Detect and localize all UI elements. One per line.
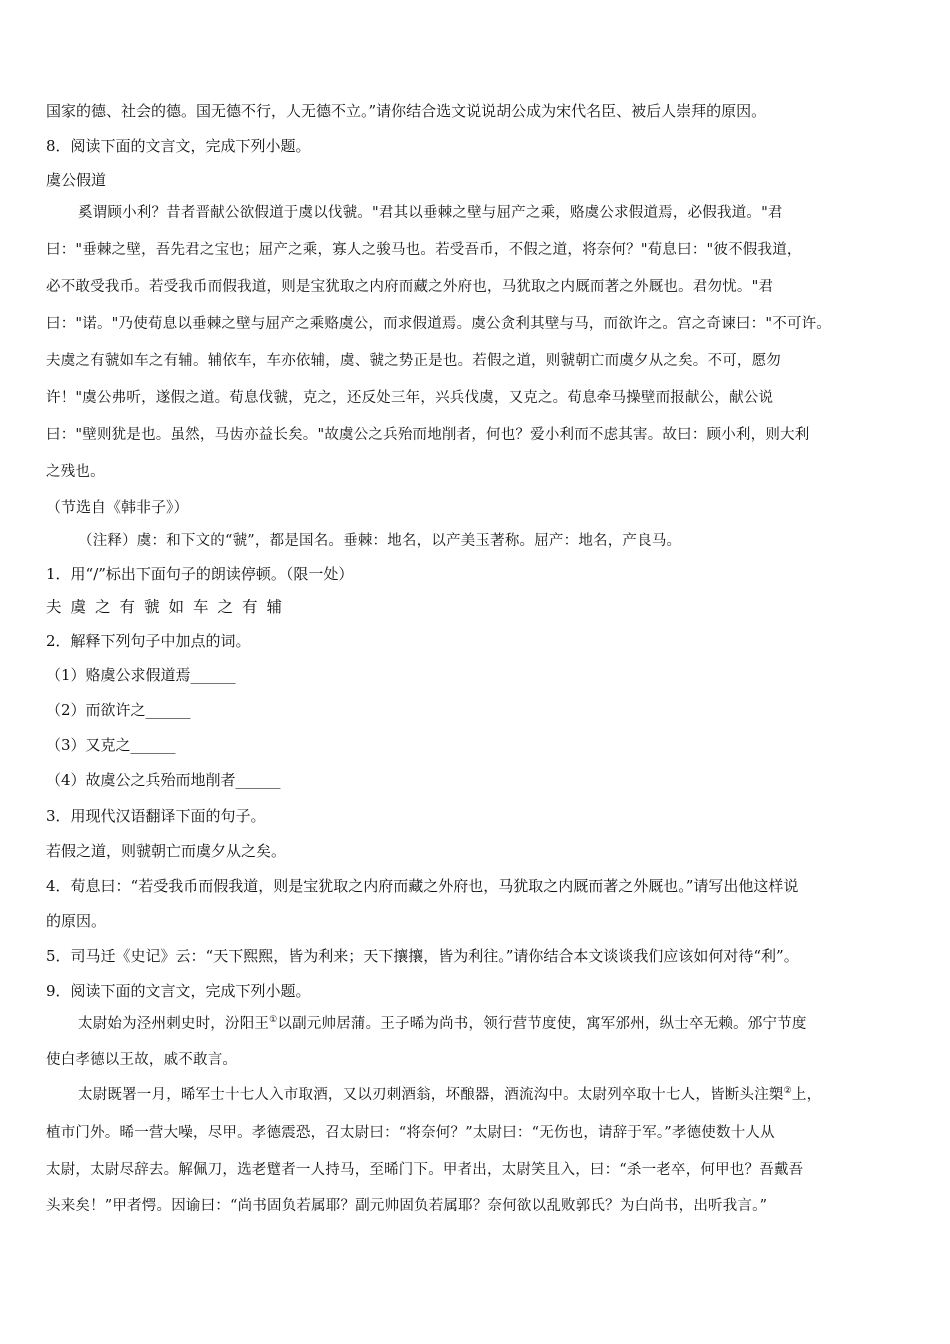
- question-heading: 8．阅读下面的文言文，完成下列小题。: [46, 137, 311, 155]
- item-3: （3）又克之______: [46, 736, 176, 754]
- pause-sentence: 夫虞之有虢如车之有辅: [46, 598, 292, 616]
- note-marker: ①: [269, 1015, 278, 1026]
- sub-question-1: 1．用“/”标出下面句子的朗读停顿。（限一处）: [46, 565, 354, 583]
- sub-question-3: 3．用现代汉语翻译下面的句子。: [46, 807, 266, 825]
- passage-line: 曰："壁则犹是也。虽然，马齿亦益长矣。"故虞公之兵殆而地削者，何也？爱小利而不虑其害。故曰：顾小利，则大利: [46, 427, 810, 443]
- sub-question-5: 5．司马迁《史记》云：“天下熙熙，皆为利来；天下攘攘，皆为利往。”请你结合本文谈谈我们应该如何对待“利”。: [46, 947, 799, 965]
- item-2: （2）而欲许之______: [46, 701, 191, 719]
- passage-title: 虞公假道: [46, 171, 107, 189]
- question-heading: 9．阅读下面的文言文，完成下列小题。: [46, 982, 311, 1000]
- passage-line: 植市门外。晞一营大噪，尽甲。孝德震恐，召太尉曰：“将奈何？”太尉曰：“无伤也，请辞于军。”孝德使数十人从: [46, 1125, 775, 1141]
- passage-line: 太尉始为泾州刺史时，汾阳王①以副元帅居蒲。王子晞为尚书，领行营节度使，寓军邠州，纵士卒无赖。邠宁节度: [78, 1015, 807, 1032]
- sub-question-4: 4．荀息曰：“若受我币而假我道，则是宝犹取之内府而藏之外府也，马犹取之内厩而著之外厩也。”请写出他这样说: [46, 877, 799, 895]
- passage-line: 头来矣！”甲者愕。因谕曰：“尚书固负若属耶？副元帅固负若属耶？奈何欲以乱败郭氏？为白尚书，出听我言。”: [46, 1198, 768, 1214]
- passage-line: 曰："垂棘之壁，吾先君之宝也；屈产之乘，寡人之骏马也。若受吾币，不假之道，将奈何？"荀息曰："彼不假我道，: [46, 242, 802, 258]
- passage-line: 许！"虞公弗听，遂假之道。荀息伐虢，克之，还反处三年，兴兵伐虞，又克之。荀息牵马操壁而报献公，献公说: [46, 390, 774, 406]
- passage-line: 之残也。: [46, 464, 105, 480]
- text-line: 国家的德、社会的德。国无德不行，人无德不立。”请你结合选文说说胡公成为宋代名臣、被后人崇拜的原因。: [46, 102, 767, 120]
- passage-line: 必不敢受我币。若受我币而假我道，则是宝犹取之内府而藏之外府也，马犹取之内厩而著之外厩也。君勿忧。"君: [46, 279, 774, 295]
- sub-question-2: 2．解释下列句子中加点的词。: [46, 632, 251, 650]
- passage-line: 太尉既署一月，晞军士十七人入市取酒，又以刃刺酒翁，坏酿器，酒流沟中。太尉列卒取十七人，皆断头注槊②上，: [78, 1086, 822, 1103]
- item-4: （4）故虞公之兵殆而地削者______: [46, 771, 281, 789]
- passage-line: 曰："诺。"乃使荀息以垂棘之壁与屈产之乘赂虞公，而求假道焉。虞公贪利其壁与马，而欲许之。宫之奇谏曰："不可许。: [46, 316, 832, 332]
- passage-line: 太尉，太尉尽辞去。解佩刀，选老躄者一人持马，至晞门下。甲者出，太尉笑且入，曰：“杀一老卒，何甲也？吾戴吾: [46, 1162, 804, 1178]
- item-1: （1）赂虞公求假道焉______: [46, 666, 236, 684]
- note-marker: ②: [783, 1086, 792, 1097]
- source-citation: （节选自《韩非子》）: [46, 498, 189, 516]
- annotation-line: （注释）虞：和下文的“虢”，都是国名。垂棘：地名，以产美玉著称。屈产：地名，产良马。: [78, 533, 682, 549]
- passage-line: 奚谓顾小利？昔者晋献公欲假道于虞以伐虢。"君其以垂棘之壁与屈产之乘，赂虞公求假道焉，必假我道。"君: [78, 205, 783, 221]
- passage-line: 夫虞之有虢如车之有辅。辅依车，车亦依辅，虞、虢之势正是也。若假之道，则虢朝亡而虞夕从之矣。不可，愿勿: [46, 353, 781, 369]
- text-line: 的原因。: [46, 912, 107, 930]
- translate-sentence: 若假之道，则虢朝亡而虞夕从之矣。: [46, 842, 287, 860]
- passage-line: 使白孝德以王故，戚不敢言。: [46, 1052, 238, 1068]
